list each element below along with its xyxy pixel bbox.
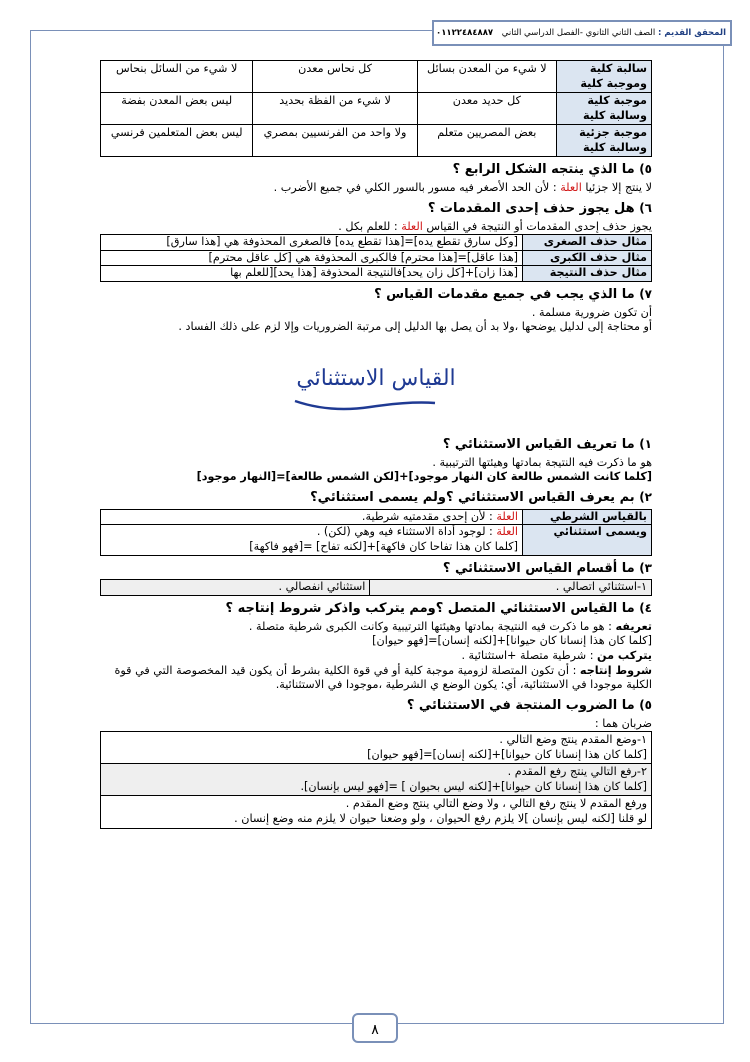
section-title <box>100 365 652 417</box>
mood-example: [كلما كان هذا إنسانا كان حيوانا]+[لكنه ليس بحيوان ] =[فهو ليس بإنسان]. <box>300 779 647 793</box>
question-heading <box>100 162 652 179</box>
answer-line <box>100 220 652 235</box>
table-row <box>101 580 652 596</box>
answer-line: أو محتاجة إلى لدليل يوضحها ،ولا بد أن يصل بها الدليل إلى مرتبة الضروريات وإلا لزم على ذلك الفساد . <box>178 320 652 334</box>
header-brand: المحقق القديم : <box>657 28 726 38</box>
definition-label: تعريفه <box>615 619 652 633</box>
question-number: ٦) <box>639 200 652 215</box>
conditions-text: : أن تكون المتصلة لزومية موجبة كلية أو في قوة الكلية بشرط أن يكون قيد المخصوصة التي في قوة الكلية موجودا في الاستثنائية، أي: يكون الوضع ي الشرطية ،موجودا في الاستثنائية. <box>114 663 652 692</box>
naming-table <box>100 509 652 556</box>
answer-text: : للعلم بكل . <box>338 219 398 233</box>
answer-line <box>100 649 652 664</box>
section-title-text: القياس الاستثنائي <box>296 365 456 391</box>
moods-box <box>100 731 652 828</box>
table-cell: ١-استثنائي اتصالي . <box>370 580 652 596</box>
row-head: بالقياس الشرطي <box>523 509 652 525</box>
question-number: ٣) <box>639 560 652 575</box>
definition-text: : هو ما ذكرت فيه النتيجة بمادتها وهيئتها الترتيبية وكانت الكبرى شرطية متصلة . <box>248 619 612 633</box>
answer-line: هو ما ذكرت فيه النتيجة بمادتها وهيئتها الترتيبية . <box>432 455 652 469</box>
table-cell <box>101 525 523 555</box>
question-title: ما أقسام القياس الاستثنائي ؟ <box>442 560 635 576</box>
mood-example: [كلما كان هذا إنسانا كان حيوانا]+[لكنه إنسان]=[فهو حيوان] <box>367 747 647 761</box>
answer-line <box>100 620 652 635</box>
question-heading <box>100 437 652 454</box>
table-cell: [هذا عاقل]=[هذا محترم] فالكبرى المحذوفة هي [كل عاقل محترم] <box>101 250 523 266</box>
mood-rule: ورفع المقدم لا ينتج رفع التالي ، ولا وضع التالي ينتج وضع المقدم . <box>345 797 647 811</box>
question-number: ٢) <box>639 490 652 504</box>
table-row <box>101 93 652 125</box>
table-row <box>101 235 652 251</box>
table-cell: لا شيء من المعدن بسائل <box>417 61 556 93</box>
question-heading <box>100 490 652 507</box>
page-number: ٨ <box>352 1013 398 1043</box>
table-row <box>101 525 652 555</box>
question-number: ٥) <box>639 697 652 712</box>
cell-text: : لوجود أداة الاستثناء فيه وهي (لكن) . <box>316 525 493 539</box>
reason-label: العلة <box>560 181 582 195</box>
answer-line <box>100 181 652 196</box>
table-cell: كل نحاس معدن <box>253 61 417 93</box>
row-head: سالبة كلية وموجبة كلية <box>557 61 652 93</box>
propositions-table <box>100 60 652 157</box>
question-number: ٥) <box>639 162 652 177</box>
row-head: مثال حذف الكبرى <box>523 250 652 266</box>
mood-rule: ٢-رفع التالي ينتج رفع المقدم . <box>507 765 647 779</box>
table-row <box>101 266 652 282</box>
question-title: ما الذي ينتجه الشكل الرابع ؟ <box>452 162 635 178</box>
table-cell: ليس بعض المعدن بفضة <box>101 93 253 125</box>
answer-line: [كلما كان هذا إنسانا كان حيوانا]+[لكنه إنسان]=[فهو حيوان] <box>372 634 652 648</box>
question-heading <box>100 601 652 618</box>
question-title: ما تعريف القياس الاستثنائي ؟ <box>442 436 635 452</box>
question-title: ما القياس الاستثنائي المتصل ؟ومم يتركب واذكر شروط إنتاجه ؟ <box>225 601 635 617</box>
question-number: ١) <box>639 436 652 451</box>
row-head: موجبة جزئية وسالبة كلية <box>557 125 652 157</box>
mood-example: لو قلنا [لكنه ليس بإنسان ]لا يلزم رفع الحيوان ، ولو وضعنا حيوان لا يلزم منه وضع إنسان . <box>234 812 647 825</box>
question-title: هل يجوز حذف إحدى المقدمات ؟ <box>427 200 635 216</box>
conditions-label: شروط إنتاجه <box>579 663 652 677</box>
answer-text: يجوز حذف إحدى المقدمات أو النتيجة في القياس <box>426 219 652 233</box>
reason-label: العلة <box>496 525 518 539</box>
table-cell: لا شيء من الفظة بحديد <box>253 93 417 125</box>
answer-line: ضربان هما : <box>594 716 652 730</box>
mood-row <box>101 796 651 827</box>
mood-row <box>101 764 651 796</box>
question-title: ما الذي يجب في جميع مقدمات القياس ؟ <box>374 286 635 302</box>
mood-row <box>101 732 651 764</box>
question-title: بم يعرف القياس الاستثنائي ؟ولم يسمى استثنائي؟ <box>310 490 635 505</box>
divisions-table <box>100 579 652 596</box>
table-row <box>101 250 652 266</box>
question-number: ٤) <box>639 601 652 616</box>
page-content <box>100 60 652 829</box>
header-phone: ٠١١٢٢٤٨٤٨٨٧ <box>436 28 494 38</box>
header-subtitle: الصف الثاني الثانوي -الفصل الدراسي الثاني <box>501 28 656 38</box>
table-cell: لا شيء من السائل بنحاس <box>101 61 253 93</box>
answer-line <box>100 664 652 693</box>
mood-rule: ١-وضع المقدم ينتج وضع التالي . <box>499 733 647 747</box>
cell-text: : لأن إحدى مقدمتيه شرطية. <box>361 509 493 523</box>
table-cell: استثنائي انفصالي . <box>101 580 370 596</box>
header-box <box>432 20 732 46</box>
question-heading <box>100 201 652 218</box>
table-row <box>101 61 652 93</box>
examples-table <box>100 234 652 282</box>
table-row <box>101 509 652 525</box>
table-cell <box>101 509 523 525</box>
answer-text: : لأن الحد الأصغر فيه مسور بالسور الكلي في جميع الأضرب . <box>273 181 557 195</box>
table-cell: كل حديد معدن <box>417 93 556 125</box>
reason-label: العلة <box>496 509 518 523</box>
answer-line: [كلما كانت الشمس طالعة كان النهار موجود]+[لكن الشمس طالعة]=[النهار موجود] <box>196 470 652 484</box>
table-cell: بعض المصريين متعلم <box>417 125 556 157</box>
composition-label: يتركب من <box>597 649 652 663</box>
table-cell: [هذا زان]+[كل زان يحد]فالنتيجة المحذوفة [هذا يحد][للعلم بها <box>101 266 523 282</box>
table-row <box>101 125 652 157</box>
answer-text: لا ينتج إلا جزئيا <box>585 181 652 195</box>
table-cell: [وكل سارق تقطع يده]=[هذا تقطع يده] فالصغرى المحذوفة هي [هذا سارق] <box>101 235 523 251</box>
table-cell: ولا واحد من الفرنسيين بمصري <box>253 125 417 157</box>
answer-line: أن تكون ضرورية مسلمة . <box>531 305 652 319</box>
row-head: موجبة كلية وسالبة كلية <box>557 93 652 125</box>
composition-text: : شرطية متصلة +استثنائية . <box>461 649 594 663</box>
title-swash-icon <box>290 395 440 415</box>
question-title: ما الضروب المنتجة في الاستثنائي ؟ <box>406 697 635 713</box>
question-number: ٧) <box>639 286 652 301</box>
question-heading <box>100 698 652 715</box>
question-heading <box>100 561 652 578</box>
row-head: ويسمى استثنائي <box>523 525 652 555</box>
row-head: مثال حذف النتيجة <box>523 266 652 282</box>
cell-example: [كلما كان هذا تفاحا كان فاكهة]+[لكنه تفاح] =[فهو فاكهة] <box>249 540 518 554</box>
table-cell: ليس بعض المتعلمين فرنسي <box>101 125 253 157</box>
row-head: مثال حذف الصغرى <box>523 235 652 251</box>
reason-label: العلة <box>401 219 423 233</box>
question-heading <box>100 287 652 304</box>
